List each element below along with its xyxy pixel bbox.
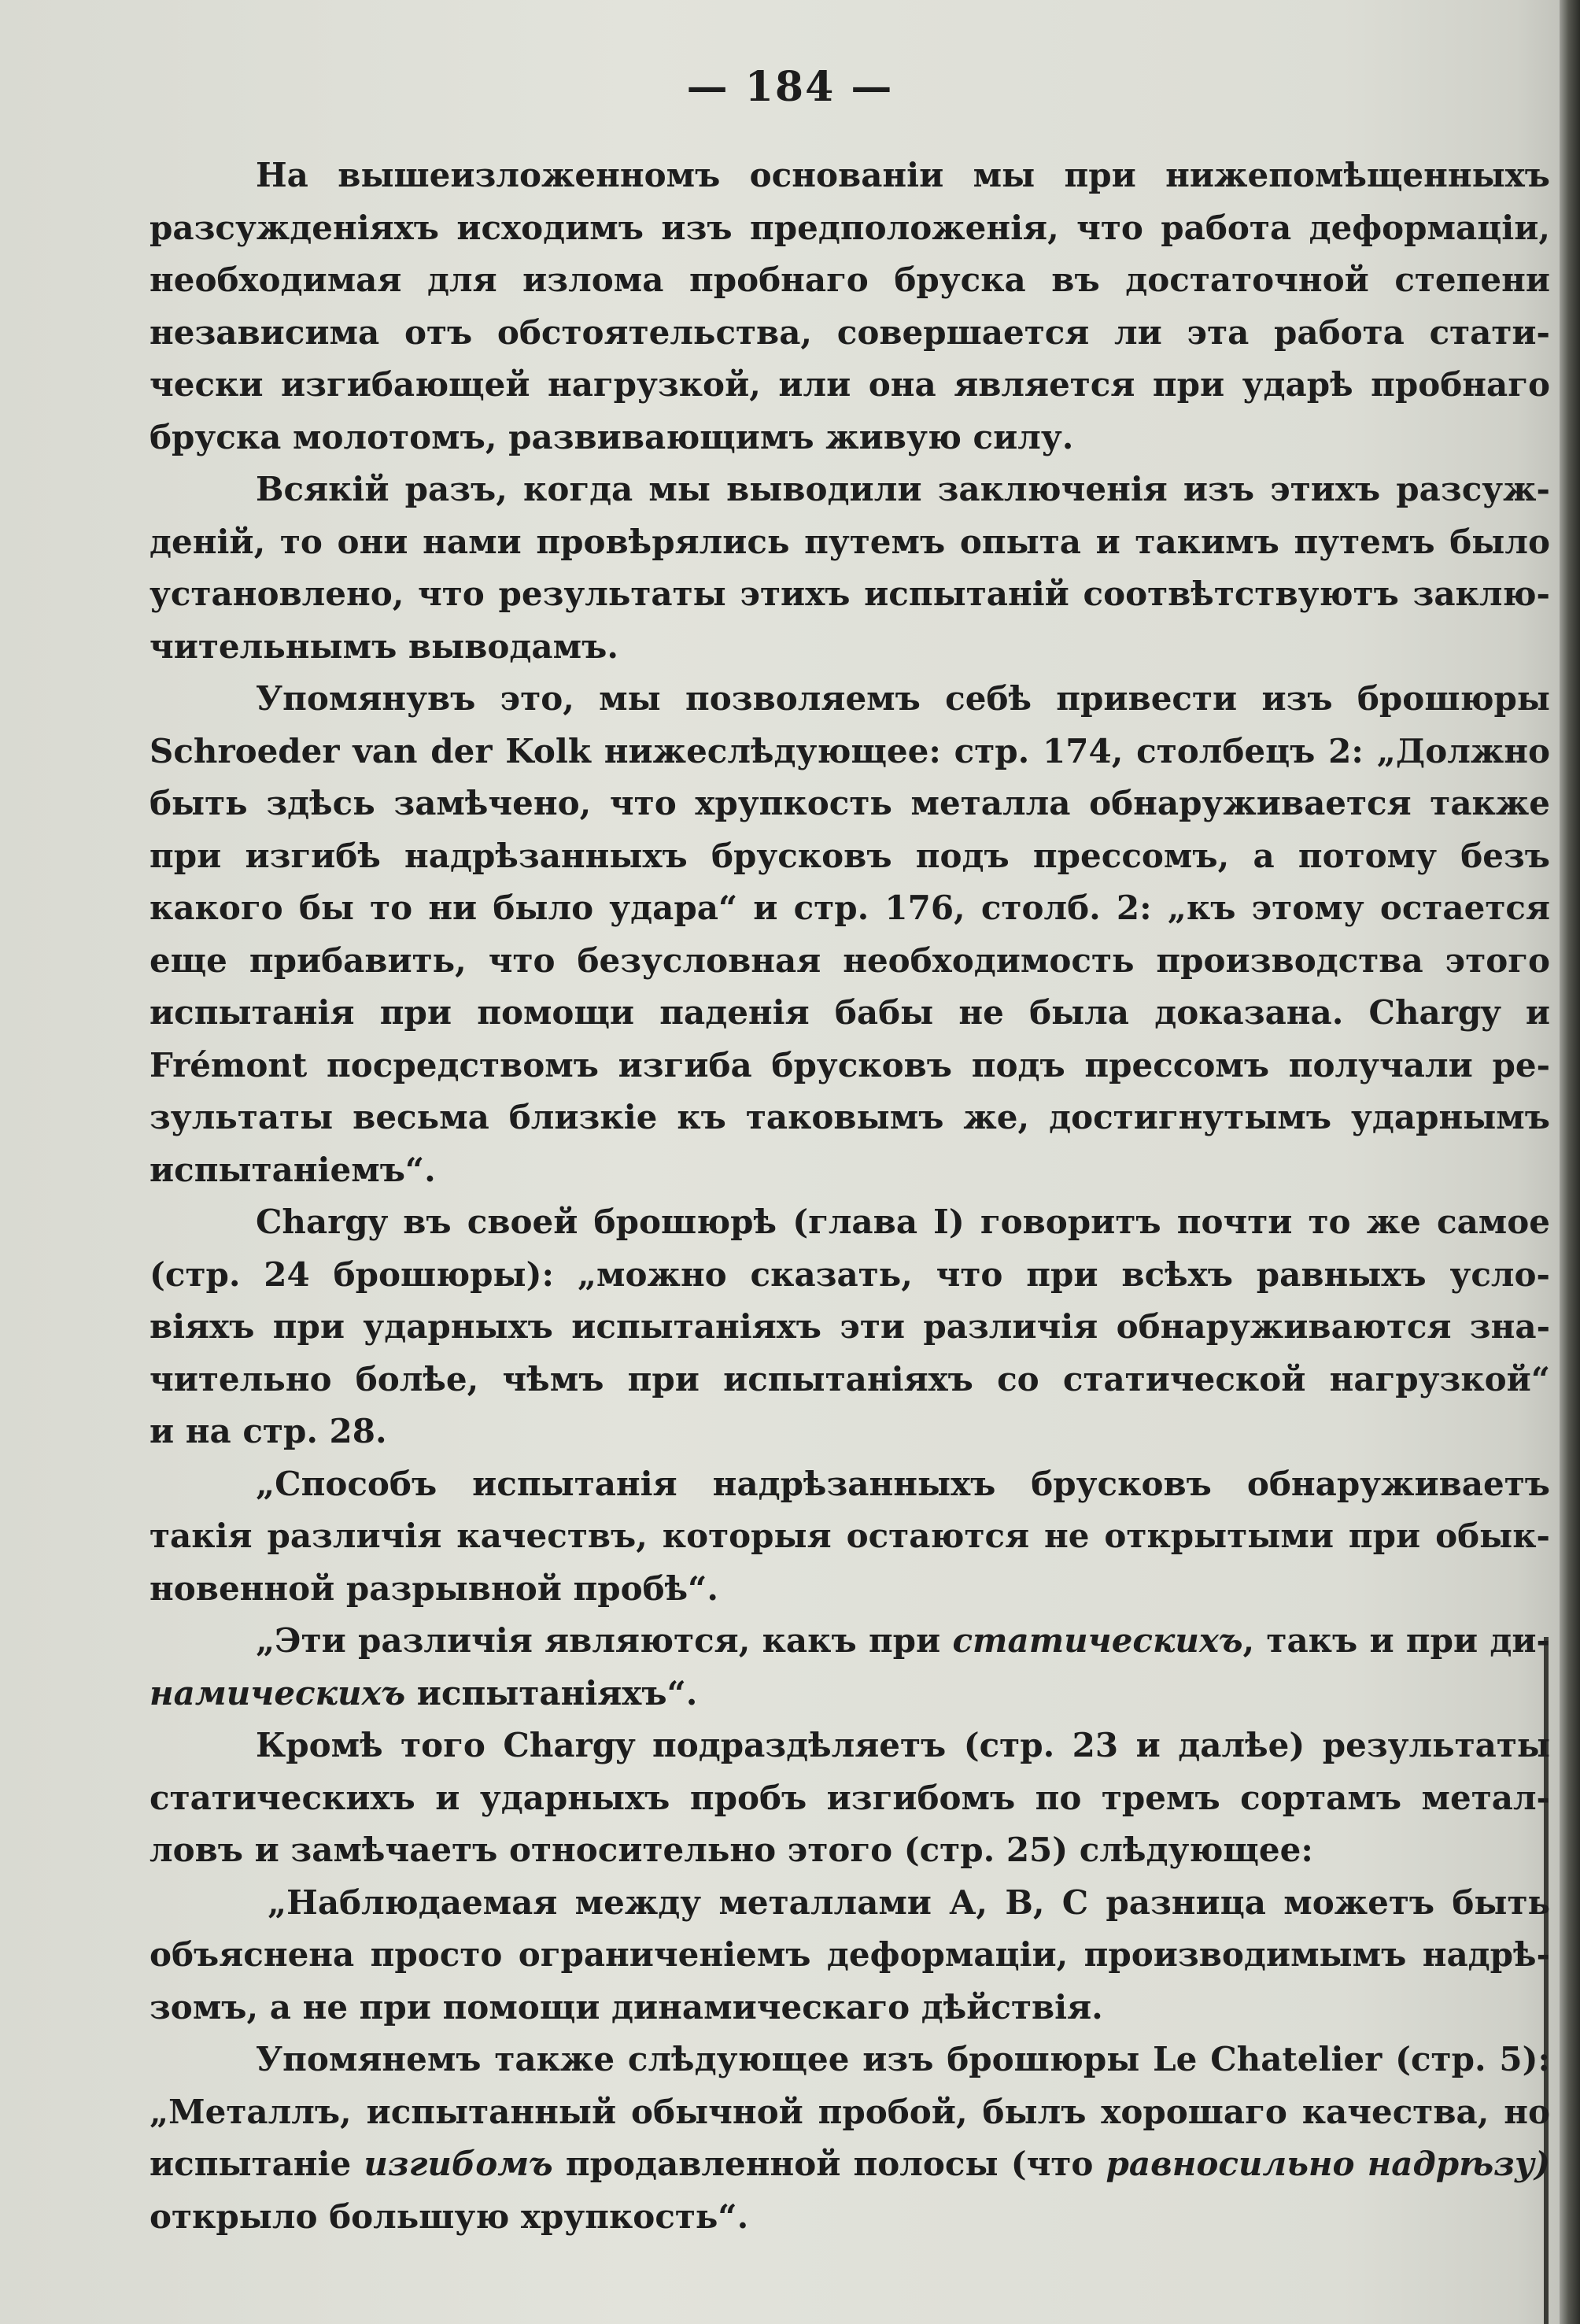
paragraph-5: [150, 1458, 1550, 1616]
text-line: На вышеизложенномъ основанiи мы при нижепомѣщенныхъ: [256, 156, 1550, 194]
text-line: испытанiя при помощи паденiя бабы не была доказана. Chargy и: [150, 993, 1550, 1032]
text-line: и на стр. 28.: [150, 1412, 387, 1450]
text-line: при изгибѣ надрѣзанныхъ брусковъ подъ прессомъ, а потому безъ: [150, 836, 1550, 875]
text-line: объяснена просто ограниченiемъ деформацiи, производимымъ надрѣ-: [150, 1935, 1550, 1974]
text-line: Упомянемъ также слѣдующее изъ брошюры Le Chatelier (стр. 5):: [256, 2040, 1550, 2078]
paragraph-9: [150, 2034, 1550, 2243]
paragraph-2: [150, 464, 1550, 673]
text-line: какого бы то ни было удара“ и стр. 176, столб. 2: „къ этому остается: [150, 889, 1550, 927]
text-line: открыло большую хрупкость“.: [150, 2197, 749, 2236]
text-line: Chargy въ своей брошюрѣ (глава I) говоритъ почти то же самое: [256, 1203, 1550, 1241]
text-line: установлено, что результаты этихъ испытанiй соотвѣтствуютъ заклю-: [150, 575, 1550, 613]
body-text: [150, 150, 1550, 2243]
text-line: [150, 1615, 1550, 1668]
text-line: [150, 1668, 1550, 1720]
text-line: Упомянувъ это, мы позволяемъ себѣ привести изъ брошюры: [256, 679, 1550, 718]
italic-text-run: изгибомъ: [364, 2145, 553, 2183]
text-line: бруска молотомъ, развивающимъ живую силу.: [150, 417, 1074, 456]
italic-text-run: равносильно надрѣзу): [1106, 2145, 1550, 2183]
text-line: чительнымъ выводамъ.: [150, 626, 618, 666]
text-line: чески изгибающей нагрузкой, или она является при ударѣ пробнаго: [150, 365, 1550, 404]
text-line: необходимая для излома пробнаго бруска въ достаточной степени: [150, 260, 1550, 299]
text-line: испытанiемъ“.: [150, 1150, 436, 1189]
text-line: зомъ, а не при помощи динамическаго дѣйствiя.: [150, 1987, 1103, 2027]
text-line: (стр. 24 брошюры): „можно сказать, что при всѣхъ равныхъ усло-: [150, 1254, 1550, 1294]
text-line: денiй, то они нами провѣрялись путемъ опыта и такимъ путемъ было: [150, 522, 1550, 561]
text-line: ловъ и замѣчаетъ относительно этого (стр. 25) слѣдующее:: [150, 1831, 1313, 1869]
paragraph-8: [150, 1877, 1550, 2034]
page-edge-shadow: [1560, 0, 1580, 2324]
text-run: „Эти различiя являются, какъ при: [256, 1621, 953, 1660]
text-line: зультаты весьма близкiе къ таковымъ же, достигнутымъ ударнымъ: [150, 1098, 1550, 1136]
paragraph-4: [150, 1196, 1550, 1458]
text-line: статическихъ и ударныхъ пробъ изгибомъ по тремъ сортамъ метал-: [150, 1778, 1550, 1817]
italic-text-run: статическихъ: [952, 1621, 1243, 1660]
text-line: новенной разрывной пробѣ“.: [150, 1568, 718, 1608]
paragraph-6: [150, 1615, 1550, 1720]
text-line: вiяхъ при ударныхъ испытанiяхъ эти различiя обнаруживаются зна-: [150, 1307, 1550, 1346]
text-line: „Наблюдаемая между металлами А, В, С разница можетъ быть: [268, 1882, 1550, 1922]
text-run: испытанiяхъ“.: [405, 1673, 698, 1713]
text-line: [150, 2138, 1550, 2191]
text-line: разсужденiяхъ исходимъ изъ предположенiя, что работа деформацiи,: [150, 208, 1550, 247]
text-run: испытанiе: [150, 2145, 364, 2183]
italic-text-run: намическихъ: [150, 1673, 406, 1713]
paragraph-1: [150, 150, 1550, 464]
paragraph-7: [150, 1720, 1550, 1877]
text-line: еще прибавить, что безусловная необходимость производства этого: [150, 940, 1550, 980]
text-line: чительно болѣе, чѣмъ при испытанiяхъ со статической нагрузкой“: [150, 1359, 1550, 1398]
page-number: — 184 —: [686, 63, 894, 111]
text-line: Frémont посредствомъ изгиба брусковъ подъ прессомъ получали ре-: [150, 1045, 1550, 1084]
text-line: Всякiй разъ, когда мы выводили заключенiя изъ этихъ разсуж-: [256, 470, 1550, 508]
paragraph-3: [150, 673, 1550, 1196]
text-line: Schroeder van der Kolk нижеслѣдующее: стр. 174, столбецъ 2: „Должно: [150, 731, 1550, 770]
text-line: независима отъ обстоятельства, совершается ли эта работа стати-: [150, 312, 1550, 352]
text-run: продавленной полосы (что: [552, 2145, 1106, 2183]
text-line: Кромѣ того Chargy подраздѣляетъ (стр. 23 и далѣе) результаты: [256, 1726, 1550, 1764]
text-run: , такъ и при ди-: [1242, 1621, 1550, 1660]
text-line: быть здѣсь замѣчено, что хрупкость металла обнаруживается также: [150, 784, 1550, 822]
text-line: „Металлъ, испытанный обычной пробой, былъ хорошаго качества, но: [150, 2092, 1550, 2131]
text-line: такiя различiя качествъ, которыя остаются не открытыми при обык-: [150, 1517, 1550, 1555]
text-line: „Способъ испытанiя надрѣзанныхъ брусковъ обнаруживаетъ: [256, 1464, 1550, 1503]
